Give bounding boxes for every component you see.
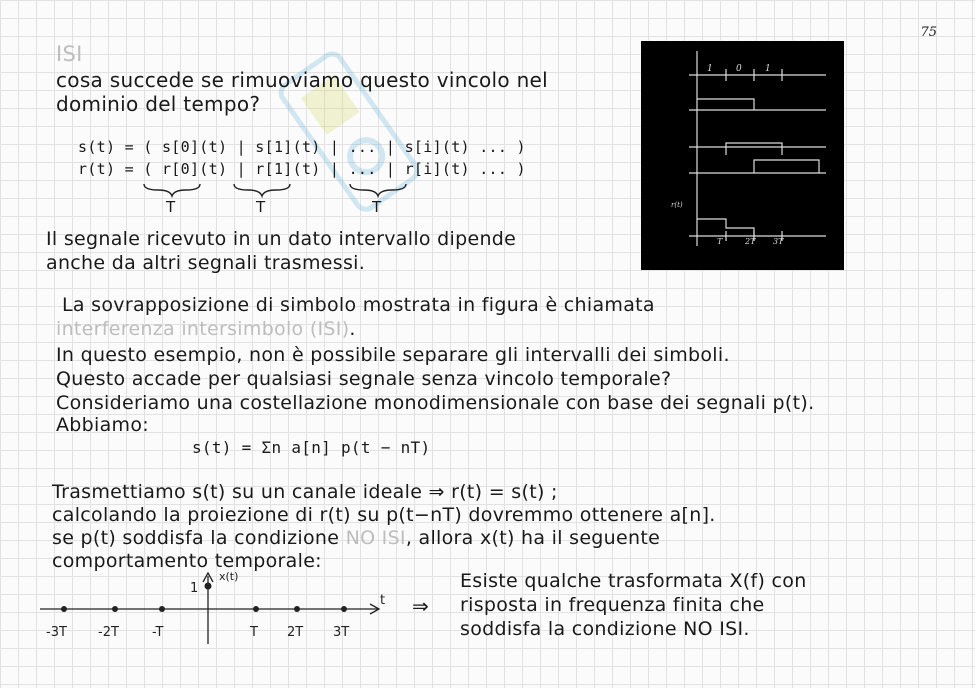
tick-t: T	[250, 625, 258, 640]
isi-figure	[641, 41, 844, 270]
tick-3t: 3T	[333, 625, 350, 640]
plot-y-label: x(t)	[219, 570, 239, 583]
r-equation: r(t) = ( r[0](t) | r[1](t) | ... | r[i](t) ... )	[78, 160, 526, 178]
no-isi-term: NO ISI	[345, 527, 406, 549]
paragraph-3-line-1: In questo esempio, non è possibile separare gli intervalli dei simboli.	[56, 344, 730, 366]
conclusion-line-1: Esiste qualche trasformata X(f) con	[460, 570, 807, 592]
brace-label-3: T	[372, 198, 382, 216]
paragraph-2-period: .	[349, 318, 356, 340]
paragraph-3-line-3: Consideriamo una costellazione monodimensionale con base dei segnali p(t).	[56, 392, 815, 414]
paragraph-4-line-3	[52, 529, 660, 548]
conclusion-line-3: soddisfa la condizione NO ISI.	[460, 618, 750, 640]
figure-r-label: r(t)	[671, 201, 683, 209]
tick-minus-2t: -2T	[98, 625, 119, 640]
paragraph-4-line-1: Trasmettiamo s(t) su un canale ideale ⇒ r(t) = s(t) ;	[52, 481, 558, 503]
figure-tick-t: T	[717, 237, 723, 246]
watermark-logo	[275, 30, 445, 230]
intro-line-2: dominio del tempo?	[56, 92, 261, 116]
figure-bit-2: 0	[736, 64, 742, 74]
implies-arrow: ⇒	[412, 594, 430, 618]
sum-equation: s(t) = Σn a[n] p(t − nT)	[192, 438, 431, 457]
paragraph-2-line-2	[56, 320, 356, 339]
paragraph-4-line-3-a: se p(t) soddisfa la condizione	[52, 527, 340, 549]
paragraph-4-line-3-b: , allora x(t) ha il seguente	[405, 527, 661, 549]
figure-tick-2t: 2T	[745, 237, 756, 246]
paragraph-4-line-2: calcolando la proiezione di r(t) su p(t−nT) dovremmo ottenere a[n].	[52, 504, 716, 526]
figure-bit-3: 1	[765, 64, 771, 74]
paragraph-2-line-1: La sovrapposizione di simbolo mostrata in figura è chiamata	[62, 294, 655, 316]
paragraph-4-line-4: comportamento temporale:	[52, 550, 322, 572]
xt-plot	[30, 568, 400, 648]
figure-bit-1: 1	[707, 64, 713, 74]
figure-tick-3t: 3T	[773, 237, 784, 246]
paragraph-3-line-4: Abbiamo:	[56, 414, 149, 436]
isi-term: interferenza intersimbolo (ISI)	[56, 318, 350, 340]
tick-2t: 2T	[287, 625, 304, 640]
s-equation: s(t) = ( s[0](t) | s[1](t) | ... | s[i](t) ... )	[78, 138, 526, 156]
plot-x-label: t	[380, 593, 386, 608]
brace-label-1: T	[166, 198, 176, 216]
conclusion-line-2: risposta in frequenza finita che	[460, 594, 765, 616]
paragraph-3-line-2: Questo accade per qualsiasi segnale senza vincolo temporale?	[56, 368, 672, 390]
tick-minus-3t: -3T	[46, 625, 67, 640]
plot-y-value: 1	[190, 581, 199, 596]
underbraces	[140, 182, 410, 200]
heading: ISI	[56, 42, 83, 66]
brace-label-2: T	[256, 198, 266, 216]
paragraph-1-line-2: anche da altri segnali trasmessi.	[46, 252, 366, 274]
paragraph-1-line-1: Il segnale ricevuto in un dato intervallo dipende	[46, 228, 517, 250]
intro-line-1: cosa succede se rimuoviamo questo vincolo nel	[56, 68, 549, 92]
page-number: 75	[920, 25, 937, 40]
tick-minus-t: -T	[152, 625, 164, 640]
